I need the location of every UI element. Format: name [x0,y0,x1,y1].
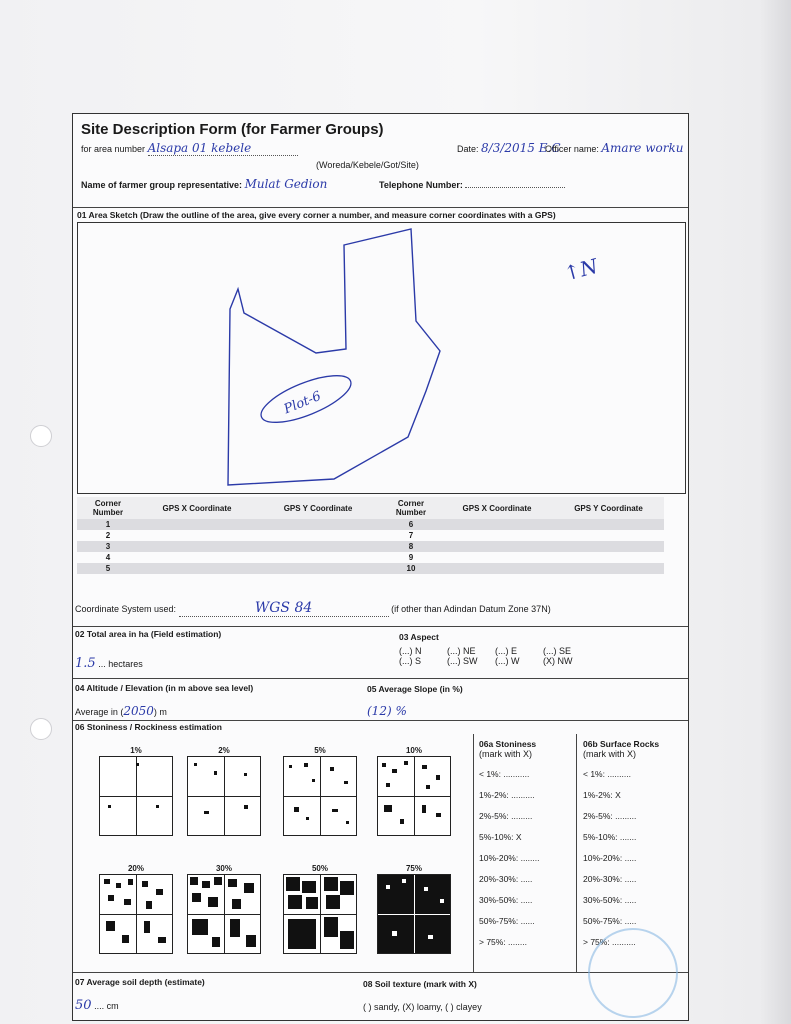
stoniness-option[interactable]: < 1%: ........... [479,769,530,779]
gps-y-cell[interactable] [553,519,664,530]
surface-rock-option[interactable]: 20%-30%: ..... [583,874,637,884]
stoniness-2pct-box [187,756,261,836]
soil-depth-row [75,998,119,1013]
site-description-form [72,113,689,1021]
table-row [77,530,664,541]
divider [576,734,577,972]
divider [73,207,688,208]
stone-pct-label: 30% [215,864,232,873]
surface-rock-option[interactable]: < 1%: .......... [583,769,631,779]
hectares-unit: ... hectares [98,659,143,669]
stoniness-option[interactable]: 30%-50%: ..... [479,895,533,905]
stoniness-option[interactable]: 50%-75%: ...... [479,916,535,926]
gps-x-cell[interactable] [441,563,553,574]
gps-y-cell[interactable] [255,552,381,563]
telephone-field[interactable] [465,187,565,188]
stoniness-1pct-box [99,756,173,836]
aspect-option[interactable]: (...) E [495,646,517,656]
stone-pct-label: 1% [130,746,142,755]
gps-x-cell[interactable] [139,519,255,530]
gps-header: GPS X Coordinate [139,497,255,519]
soil-depth-field[interactable]: 50 [75,998,92,1013]
telephone-row [379,180,565,190]
stoniness-option[interactable]: 5%-10%: X [479,832,522,842]
stoniness-06a-sub: (mark with X) [479,749,533,759]
stone-pct-label: 10% [405,746,422,755]
stone-pct-label: 2% [218,746,230,755]
gps-header: GPS Y Coordinate [255,497,381,519]
representative-field[interactable]: Mulat Gedion [244,177,328,191]
gps-y-cell[interactable] [553,530,664,541]
stoniness-75pct-box [377,874,451,954]
stoniness-option[interactable]: 10%-20%: ........ [479,853,540,863]
stone-pct-label: 75% [405,864,422,873]
table-row [77,519,664,530]
soil-depth-unit: .... cm [94,1001,119,1011]
stoniness-label: 06 Stoniness / Rockiness estimation [75,722,222,732]
corner-number: 4 [105,553,111,562]
table-row [77,541,664,552]
gps-header: Corner Number [381,497,441,519]
gps-y-cell[interactable] [553,552,664,563]
punch-hole [30,718,52,740]
stoniness-20pct-box [99,874,173,954]
gps-y-cell[interactable] [255,563,381,574]
date-field[interactable]: 8/3/2015 E.C [481,141,561,155]
corner-number: 9 [408,553,414,562]
official-stamp [588,928,678,1018]
altitude-row [75,704,167,718]
sketch-drawing [78,223,687,495]
altitude-field[interactable]: 2050 [123,704,154,718]
stoniness-option[interactable]: 2%-5%: ......... [479,811,533,821]
surface-rock-option[interactable]: 10%-20%: ..... [583,853,637,863]
surface-rock-option[interactable]: 30%-50%: ..... [583,895,637,905]
gps-x-cell[interactable] [441,530,553,541]
table-row [77,563,664,574]
total-area-row [75,656,143,671]
gps-header: GPS Y Coordinate [553,497,664,519]
soil-texture-label: 08 Soil texture (mark with X) [363,979,477,989]
stone-pct-label: 50% [311,864,328,873]
aspect-option[interactable]: (...) W [495,656,520,666]
gps-x-cell[interactable] [139,530,255,541]
plot-label: Plot-6 [281,388,324,418]
divider [73,678,688,679]
aspect-label: 03 Aspect [399,632,439,642]
aspect-option[interactable]: (...) SW [447,656,478,666]
aspect-options [399,646,599,666]
coord-system-note: (if other than Adindan Datum Zone 37N) [391,604,551,614]
surface-rock-option[interactable]: 2%-5%: ......... [583,811,637,821]
officer-row [545,141,683,155]
form-title: Site Description Form (for Farmer Groups) [81,121,384,138]
corner-number: 8 [381,541,441,552]
gps-y-cell[interactable] [553,541,664,552]
divider [73,626,688,627]
gps-x-cell[interactable] [441,552,553,563]
gps-y-cell[interactable] [255,530,381,541]
officer-label: Officer name: [545,144,599,154]
divider [73,720,688,721]
aspect-option[interactable]: (...) NE [447,646,476,656]
aspect-option[interactable]: (...) SE [543,646,572,656]
soil-depth-label: 07 Average soil depth (estimate) [75,977,205,987]
area-number-row [81,141,298,156]
stoniness-30pct-box [187,874,261,954]
coordinate-system-row [75,600,551,617]
total-area-label: 02 Total area in ha (Field estimation) [75,629,222,639]
corner-number: 6 [381,519,441,530]
gps-table [77,497,664,574]
gps-x-cell[interactable] [139,552,255,563]
stoniness-option[interactable]: > 75%: ........ [479,937,527,947]
date-label: Date: [457,144,479,154]
corner-number: 10 [381,563,441,574]
surface-rocks-sub: (mark with X) [583,749,637,759]
stoniness-50pct-box [283,874,357,954]
aspect-option[interactable]: (...) N [399,646,422,656]
gps-x-cell[interactable] [139,541,255,552]
coord-system-label: Coordinate System used: [75,604,177,614]
officer-field[interactable]: Amare worku [601,141,684,155]
aspect-option[interactable]: (X) NW [543,656,573,666]
stone-pct-label: 5% [314,746,326,755]
soil-texture-field[interactable]: ( ) sandy, (X) loamy, ( ) clayey [363,1002,482,1012]
coord-system-field[interactable]: WGS 84 [179,600,389,617]
surface-rock-option[interactable]: 1%-2%: X [583,790,621,800]
slope-label: 05 Average Slope (in %) [367,684,463,694]
altitude-label: 04 Altitude / Elevation (in m above sea level) [75,683,254,693]
surface-rocks-06b [583,739,659,958]
telephone-label: Telephone Number: [379,180,463,190]
slope-field[interactable]: (12) % [367,704,407,718]
stoniness-06a [479,739,539,958]
representative-row [81,177,327,191]
plot-outline [228,229,440,485]
divider [473,734,474,972]
gps-y-cell[interactable] [553,563,664,574]
gps-header: Corner Number [77,497,139,519]
representative-label: Name of farmer group representative: [81,180,243,190]
gps-y-cell[interactable] [255,541,381,552]
stone-pct-label: 20% [127,864,144,873]
surface-rock-option[interactable]: 50%-75%: ..... [583,916,637,926]
gps-y-cell[interactable] [255,519,381,530]
area-number-field[interactable]: Alsapa 01 kebele [148,141,298,156]
surface-rocks-title: 06b Surface Rocks [583,739,660,749]
aspect-option[interactable]: (...) S [399,656,421,666]
area-sketch-box[interactable] [77,222,686,494]
surface-rock-option[interactable]: 5%-10%: ....... [583,832,637,842]
corner-number: 3 [77,541,139,552]
stoniness-option[interactable]: 20%-30%: ..... [479,874,533,884]
punch-hole [30,425,52,447]
corner-number: 1 [77,519,139,530]
stoniness-option[interactable]: 1%-2%: .......... [479,790,535,800]
table-row [77,552,664,563]
stoniness-5pct-box [283,756,357,836]
corner-number: 2 [105,531,111,540]
north-arrow: ↑N [561,253,601,286]
total-area-field[interactable]: 1.5 [75,656,96,671]
gps-x-cell[interactable] [441,541,553,552]
sketch-label: 01 Area Sketch (Draw the outline of the area, give every corner a number, and measure corner coordinates with a GPS) [77,210,556,220]
altitude-suffix: ) m [153,707,167,717]
stoniness-10pct-box [377,756,451,836]
altitude-prefix: Average in ( [75,707,124,717]
gps-header: GPS X Coordinate [441,497,553,519]
woreda-caption: (Woreda/Kebele/Got/Site) [316,160,419,170]
area-number-label: for area number [81,144,146,154]
corner-number: 5 [77,563,139,574]
gps-x-cell[interactable] [441,519,553,530]
stoniness-06a-title: 06a Stoniness [479,739,537,749]
corner-number: 7 [408,531,414,540]
gps-x-cell[interactable] [139,563,255,574]
surface-rock-option[interactable]: > 75%: .......... [583,937,636,947]
